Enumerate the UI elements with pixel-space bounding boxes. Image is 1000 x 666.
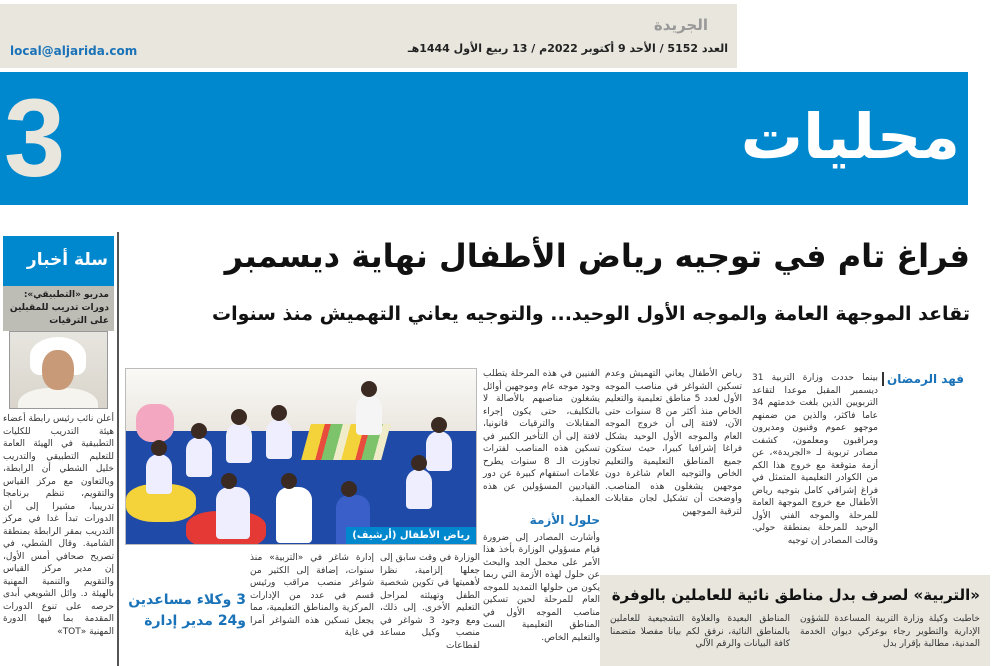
- kindergarten-photo: [125, 368, 477, 545]
- article-column-3: الفنيين في هذه المرحلة يتطلب وجود موجه عام وموجهين أوائل يشغلون مناصبهم بالأصالة لا بالتكليف، حتى يكون إجراء المقابلات والترقيات قانونيا، لافتة إلى أن التأخير الكبير في تسكين هذه المناصب لفترات تجاوزت الـ 8 سنوات يطرح علامات استفهام كبيرة عن دور القياديين المسؤولين عن هذه العملية.: [483, 369, 601, 504]
- byline: فهد الرمضان: [882, 372, 964, 386]
- sidebar-story-title: مدربو «التطبيقي»: دورات تدريب للمقبلين على الترقيات: [3, 286, 114, 331]
- secondary-headline: «التربية» لصرف بدل مناطق نائية للعاملين بالوفرة: [611, 586, 980, 604]
- secondary-story-box: [600, 575, 990, 666]
- main-headline-block: [125, 234, 970, 328]
- main-subheadline: تقاعد الموجهة العامة والموجه الأول الوحيد... والتوجيه يعاني التهميش منذ سنوات: [211, 303, 970, 325]
- article-column-2: رياض الأطفال يعاني التهميش وعدم تسكين الشواغر في مناصب الموجه الأول لعدد 5 مناطق تعليمية والتعليم الخاص منذ أكثر من 8 سنوات حتى الآن، لافتة إلى أن خروج الموجه العام والموجه الأول الوحيد يشكل فراغا إشرافيا كبيرا، حيث ستكون جميع المناطق التعليمية والتعليم الخاص والتوجيه العام شاغرة دون موجهين يشغلون هذه المناصب. وأوضحت أن تشكيل لجان مقابلات لترقية الموجهين: [605, 369, 742, 517]
- section-email: local@aljarida.com: [10, 44, 138, 58]
- issue-date-line: العدد 5152 / الأحد 9 أكتوبر 2022م / 13 ربيع الأول 1444هـ: [407, 42, 728, 55]
- column-divider: [117, 232, 119, 666]
- sidebar-portrait: [9, 331, 108, 409]
- sidebar-story-body: أعلن نائب رئيس رابطة أعضاء هيئة التدريب للكليات التطبيقية في الهيئة العامة للتعليم التطبيقي والتدريب خليل الشطي أن الرابطة، وبالتعاون مع مركز القياس والتقويم، تنظم برنامجا تدريبيا، مشيرا إلى أن الدورات تبدأ غدا في مركز التدريب بمقر الرابطة بمنطقة الشامية. وقال الشطي، في تصريح صحافي أمس الأول، إن مدير مركز القياس والتقويم والتنمية المهنية بالهيئة د. وائل الشويعي أبدى حرصه على تنوع الدورات المقدمة بما فيها الدورة المهنية «TOT»: [3, 414, 114, 637]
- photo-caption: رياض الأطفال (أرشيف): [346, 527, 476, 544]
- secondary-column-2: المناطق البعيدة والعلاوة التشجيعية للعاملين بالمناطق النائية، نرفق لكم بيانا مفصلا متضمنا كافة البيانات والرقم الآلي: [610, 614, 790, 649]
- crosshead-crisis-solutions: حلول الأزمة: [529, 512, 600, 527]
- inline-subheading: 3 وكلاء مساعدين و24 مدير إدارة: [128, 592, 246, 629]
- main-headline: فراغ تام في توجيه رياض الأطفال نهاية ديسمبر: [224, 237, 970, 275]
- article-column-3-continued: وأشارت المصادر إلى ضرورة قيام مسؤولي الوزارة بأخذ هذا الأمر على محمل الجد والبحث عن حلول لهذه الأزمة التي ربما يكون من حلولها التمديد للموجه العام للمرحلة لحين تسكين مناصب الموجه الأول في المناطق التعليمية الست والتعليم الخاص.: [483, 532, 600, 643]
- page-number: 3: [4, 77, 66, 200]
- article-column-5: إدارة شاغر في «التربية» منذ سنوات، إضافة إلى الكثير من شواغر منصب مراقب ورئيس قسم في عدد من الإدارات المركزية والمناطق التعليمية، مما يجعل تسكين هذه الشواغر أمرا في غاية: [250, 553, 374, 638]
- article-column-1: بينما حددت وزارة التربية 31 ديسمبر المقبل موعدا لتقاعد التربويين الذين بلغت خدمتهم 34 عاما فاكثر، والذين من ضمنهم موجهو عموم وفنيون ومديرون ومراقبون ومعلمون، كشفت مصادر تربوية لـ «الجريدة»، عن أزمة متوقعة مع خروج هذا الكم من الكوادر التعليمية المتمثل في فراغ إشرافي كامل بتوجيه رياض الأطفال مع خروج الموجهة العامة للمرحلة والموجه الفني الأول الوحيد للمرحلة بمنطقة حولي. وقالت المصادر إن توجيه: [752, 373, 878, 546]
- article-column-3-wrap: [483, 368, 600, 644]
- section-title: محليات: [740, 100, 960, 173]
- sidebar-heading: سلة أخبار: [3, 236, 114, 286]
- news-basket-sidebar: [3, 236, 114, 638]
- secondary-column-1: خاطبت وكيلة وزارة التربية المساعدة للشؤون الإدارية والتطوير رجاء بوعركي ديوان الخدمة المدنية، مطالبة بإقرار بدل: [800, 614, 980, 649]
- masthead-band: [0, 4, 737, 68]
- newspaper-logo: الجريدة: [653, 16, 708, 34]
- article-column-4: الوزارة في وقت سابق إلى جعلها إلزامية، نظرا لأهميتها في تكوين شخصية الطفل وتهيئته لمراحل التعليم الأخرى. إلى ذلك، ومع وجود 3 شواغر في منصب وكيل مساعد لقطاعات: [380, 553, 480, 651]
